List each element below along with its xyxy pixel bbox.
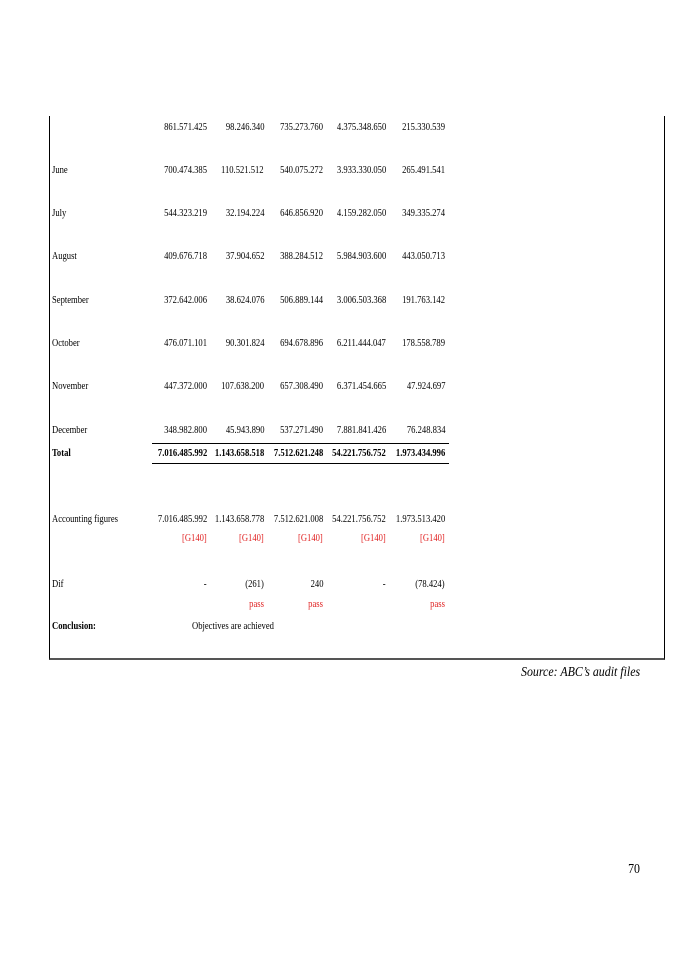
- table-cell: 3.933.330.050: [336, 164, 386, 176]
- table-cell: 388.284.512: [280, 250, 323, 262]
- table-cell: 409.676.718: [164, 250, 207, 262]
- accounting-cell: 7.512.621.008: [273, 513, 323, 525]
- dif-cell: 240: [310, 578, 323, 590]
- dif-cell: (261): [245, 578, 264, 590]
- table-cell: 861.571.425: [164, 121, 207, 133]
- table-cell: 349.335.274: [402, 207, 445, 219]
- table-cell: 38.624.076: [225, 294, 264, 306]
- table-cell: 7.881.841.426: [336, 424, 386, 436]
- table-cell: 537.271.490: [280, 424, 323, 436]
- total-bottom-rule: [152, 463, 449, 464]
- table-cell: 4.375.348.650: [336, 121, 386, 133]
- table-cell: 372.642.006: [164, 294, 207, 306]
- pass-mark: pass: [430, 598, 445, 610]
- table-cell: 348.982.800: [164, 424, 207, 436]
- table-cell: 476.071.101: [164, 337, 207, 349]
- table-cell: 191.763.142: [402, 294, 445, 306]
- dif-cell: -: [204, 578, 207, 590]
- accounting-cell: 54.221.756.752: [332, 513, 386, 525]
- conclusion-label: Conclusion:: [52, 620, 96, 632]
- table-cell: 76.248.834: [406, 424, 445, 436]
- accounting-cell: 1.143.658.778: [214, 513, 264, 525]
- row-label: August: [52, 250, 77, 262]
- dif-cell: (78.424): [415, 578, 445, 590]
- table-cell: 6.371.454.665: [336, 380, 386, 392]
- accounting-cell: 7.016.485.992: [157, 513, 207, 525]
- reference-tag: [G140]: [239, 532, 264, 544]
- row-label: November: [52, 380, 89, 392]
- table-cell: 646.856.920: [280, 207, 323, 219]
- total-cell: 1.143.658.518: [214, 447, 264, 459]
- table-cell: 32.194.224: [225, 207, 264, 219]
- table-cell: 90.301.824: [225, 337, 264, 349]
- pass-mark: pass: [308, 598, 323, 610]
- table-cell: 694.678.896: [280, 337, 323, 349]
- row-label: December: [52, 424, 88, 436]
- table-cell: 447.372.000: [164, 380, 207, 392]
- table-cell: 3.006.503.368: [336, 294, 386, 306]
- total-cell: 7.512.621.248: [273, 447, 323, 459]
- total-label: Total: [52, 447, 71, 459]
- total-top-rule: [152, 443, 449, 444]
- row-label: July: [52, 207, 67, 219]
- table-cell: 47.924.697: [406, 380, 445, 392]
- row-label: September: [52, 294, 89, 306]
- reference-tag: [G140]: [182, 532, 207, 544]
- pass-mark: pass: [249, 598, 264, 610]
- conclusion-text: Objectives are achieved: [192, 620, 274, 632]
- table-cell: 657.308.490: [280, 380, 323, 392]
- total-cell: 7.016.485.992: [157, 447, 207, 459]
- reference-tag: [G140]: [298, 532, 323, 544]
- dif-label: Dif: [52, 578, 64, 590]
- source-note: Source: ABC’s audit files: [520, 665, 640, 680]
- reference-tag: [G140]: [420, 532, 445, 544]
- table-cell: 700.474.385: [164, 164, 207, 176]
- table-cell: 544.323.219: [164, 207, 207, 219]
- table-cell: 107.638.200: [221, 380, 264, 392]
- accounting-label: Accounting figures: [52, 513, 119, 525]
- table-cell: 37.904.652: [225, 250, 264, 262]
- table-cell: 215.330.539: [402, 121, 445, 133]
- total-cell: 1.973.434.996: [395, 447, 445, 459]
- table-cell: 735.273.760: [280, 121, 323, 133]
- table-cell: 6.211.444.047: [336, 337, 386, 349]
- table-cell: 506.889.144: [280, 294, 323, 306]
- table-cell: 4.159.282.050: [336, 207, 386, 219]
- table-cell: 443.050.713: [402, 250, 445, 262]
- table-cell: 540.075.272: [280, 164, 323, 176]
- dif-cell: -: [383, 578, 386, 590]
- table-cell: 265.491.541: [402, 164, 445, 176]
- row-label: October: [52, 337, 80, 349]
- page-number: 70: [628, 862, 640, 877]
- reference-tag: [G140]: [361, 532, 386, 544]
- table-cell: 45.943.890: [225, 424, 264, 436]
- row-label: June: [52, 164, 68, 176]
- table-cell: 178.558.789: [402, 337, 445, 349]
- table-cell: 98.246.340: [225, 121, 264, 133]
- accounting-cell: 1.973.513.420: [395, 513, 445, 525]
- table-cell: 5.984.903.600: [336, 250, 386, 262]
- total-cell: 54.221.756.752: [332, 447, 386, 459]
- table-cell: 110.521.512: [221, 164, 264, 176]
